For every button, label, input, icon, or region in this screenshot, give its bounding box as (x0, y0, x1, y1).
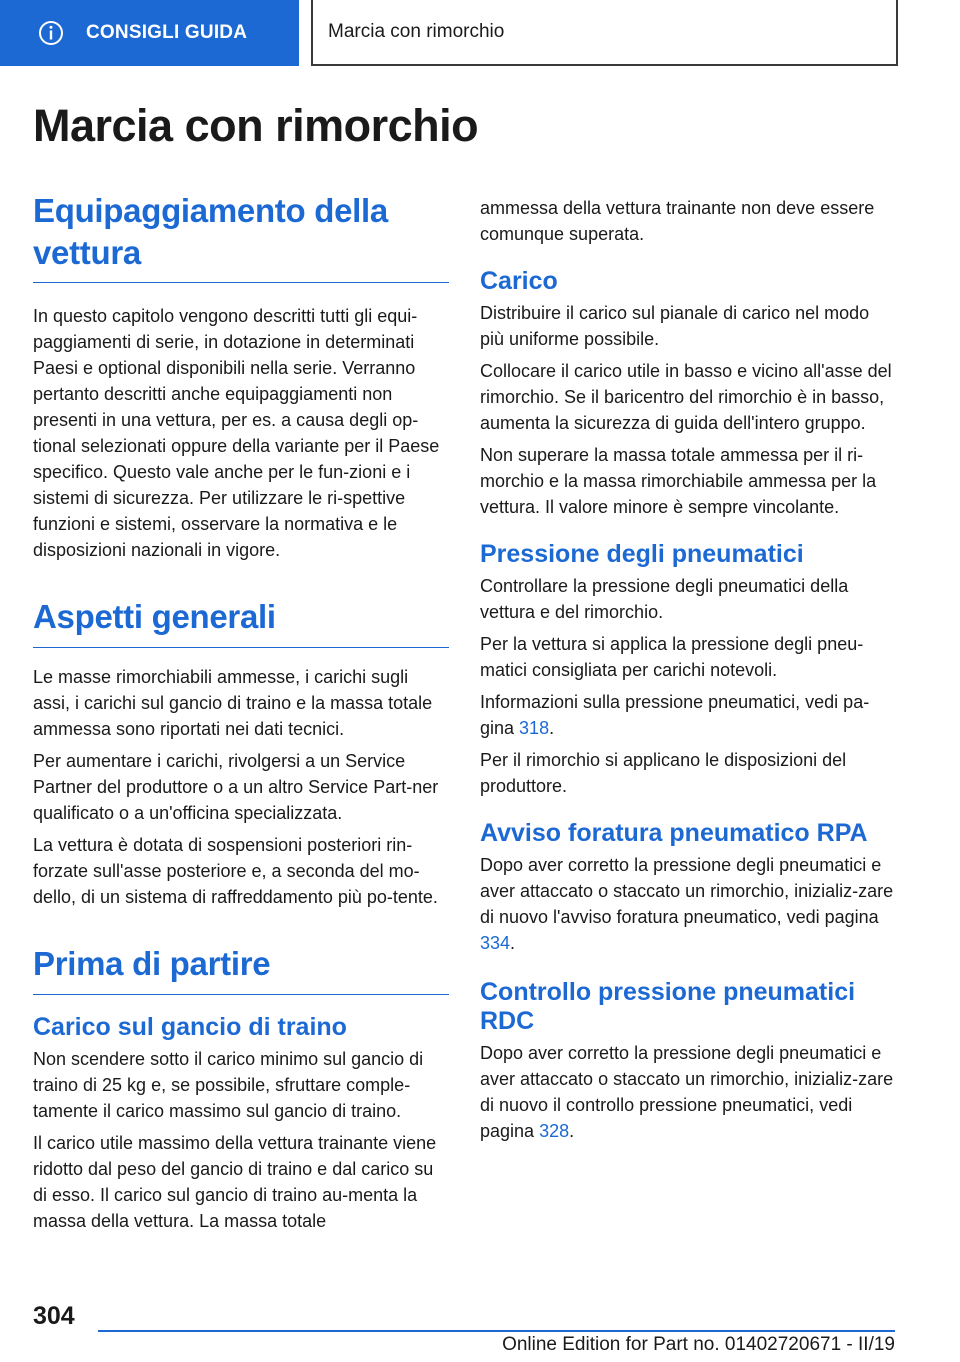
paragraph: Collocare il carico utile in basso e vicino all'asse del rimorchio. Se il baricentro del rimorchio è in basso, aumenta la sicurezza di guida dell'intero gruppo. (480, 361, 892, 433)
subheading-pressione: Pressione degli pneumatici (480, 540, 804, 568)
page-number: 304 (33, 1302, 75, 1330)
section-heading-prima-di-partire: Prima di partire (33, 943, 449, 995)
paragraph: ammessa della vettura trainante non deve essere comunque superata. (480, 198, 875, 244)
paragraph: Non superare la massa totale ammessa per il ri-morchio e la massa rimorchiabile ammessa per la vettura. Il valore minore è sempre vincolante. (480, 445, 877, 517)
page-link-334[interactable]: 334 (480, 933, 511, 953)
page-link-318[interactable]: 318 (519, 718, 550, 738)
paragraph: In questo capitolo vengono descritti tutti gli equi-paggiamenti di serie, in dotazione in determinati Paesi e optional disponibili nella serie. Verranno pertanto descritti anche equipaggiamenti non presenti in una vettura, per es. a causa degli op-tional selezionati oppure della variante per il Paese specifico. Questo vale anche per le fun-zioni e i sistemi di sicurezza. Per utilizzare le ri-spettive funzioni e sistemi, osservare la normativa e le disposizioni nazionali in vigore. (33, 306, 440, 560)
paragraph: Il carico utile massimo della vettura trainante viene ridotto dal peso del gancio di traino e dal carico su di esso. Il carico sul gancio di traino au-menta la massa della vettura. La massa totale (33, 1133, 437, 1231)
paragraph: Per la vettura si applica la pressione degli pneu-matici consigliata per carichi notevoli. (480, 634, 864, 680)
right-column (480, 195, 896, 1144)
heading-rule (33, 282, 449, 283)
paragraph-end: . (569, 1121, 575, 1141)
paragraph-text: Dopo aver corretto la pressione degli pneumatici e aver attaccato o staccato un rimorchio, inizializ-zare di nuovo l'avviso foratura pneumatico, vedi pagina (480, 855, 894, 927)
paragraph: Non scendere sotto il carico minimo sul gancio di traino di 25 kg e, se possibile, sfruttare comple-tamente il carico massimo sul gancio di traino. (33, 1049, 424, 1121)
paragraph: Distribuire il carico sul pianale di carico nel modo più uniforme possibile. (480, 303, 870, 349)
paragraph-end: . (549, 718, 555, 738)
paragraph-text: Dopo aver corretto la pressione degli pneumatici e aver attaccato o staccato un rimorchio, inizializ-zare di nuovo il controllo pressione pneumatici, vedi pagina (480, 1043, 894, 1141)
page-link-328[interactable]: 328 (539, 1121, 570, 1141)
page-footer (0, 1290, 960, 1362)
page-header (0, 0, 960, 66)
guide-tab-label: CONSIGLI GUIDA (86, 22, 248, 43)
paragraph (480, 852, 896, 956)
paragraph (480, 1040, 896, 1144)
paragraph: Per il rimorchio si applicano le disposizioni del produttore. (480, 750, 847, 796)
paragraph: Per aumentare i carichi, rivolgersi a un Service Partner del produttore o a un altro Service Part-ner qualificato o a un'officina specializzata. (33, 751, 439, 823)
subheading-rpa: Avviso foratura pneumatico RPA (480, 819, 868, 847)
section-heading-aspetti-generali: Aspetti generali (33, 596, 449, 648)
paragraph: Le masse rimorchiabili ammesse, i carichi sugli assi, i carichi sul gancio di traino e la massa totale ammessa sono riportati nei dati tecnici. (33, 667, 433, 739)
guide-tab[interactable] (0, 0, 299, 66)
section-tab[interactable] (311, 0, 898, 66)
page-title: Marcia con rimorchio (33, 100, 479, 151)
subheading-carico: Carico (480, 267, 558, 295)
footer-rule (98, 1330, 895, 1332)
info-icon (38, 20, 64, 46)
section-tab-label: Marcia con rimorchio (328, 21, 505, 42)
paragraph-text: Informazioni sulla pressione pneumatici, vedi pa-gina (480, 692, 870, 738)
paragraph-end: . (510, 933, 516, 953)
subheading-carico-gancio: Carico sul gancio di traino (33, 1013, 347, 1041)
subheading-rdc: Controllo pressione pneumatici RDC (480, 978, 856, 1035)
section-heading-equipaggiamento: Equipaggiamento della vettura (33, 192, 388, 271)
paragraph (480, 689, 896, 741)
paragraph: Controllare la pressione degli pneumatici della vettura e del rimorchio. (480, 576, 849, 622)
paragraph: La vettura è dotata di sospensioni posteriori rin-forzate sull'asse posteriore e, a seconda del mo-dello, di un sistema di raffreddamento più po-tente. (33, 835, 438, 907)
edition-info: Online Edition for Part no. 01402720671 - II/19 (502, 1334, 895, 1355)
left-column (33, 190, 449, 1234)
